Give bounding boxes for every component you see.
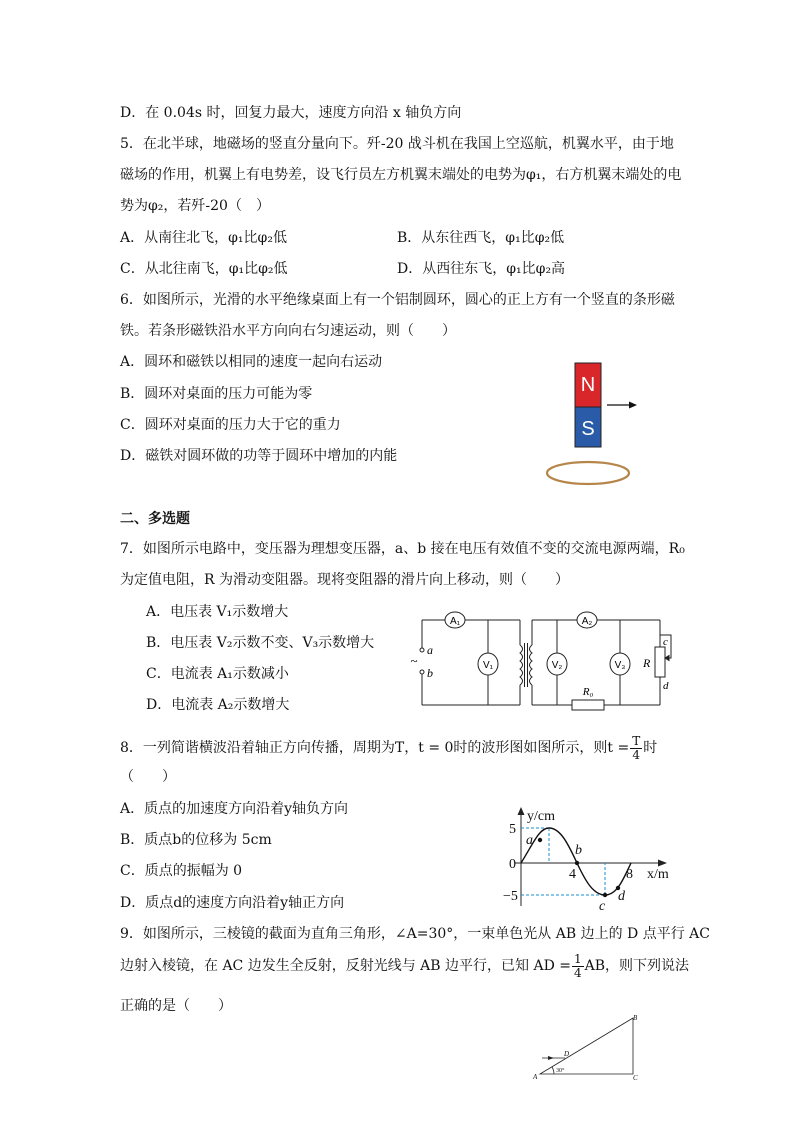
- q9-frac-den: 4: [574, 965, 582, 980]
- y-tick-5: 5: [509, 822, 516, 837]
- svg-text:V₂: V₂: [551, 660, 563, 671]
- angle-30-label: 30°: [556, 1068, 565, 1074]
- label-point-a: a: [526, 833, 533, 848]
- transformer-icon: [520, 643, 532, 687]
- q8-frac-num: T: [632, 733, 641, 748]
- q8-stem-line1: [120, 732, 657, 764]
- q6-magnet-figure: [540, 360, 650, 490]
- q5-option-c: C．从北往南飞，φ₁比φ₂低: [120, 261, 288, 277]
- x-tick-4: 4: [569, 867, 576, 882]
- voltmeter-v1: [478, 653, 498, 675]
- q6-option-d: D．磁铁对圆环做的功等于圆环中增加的内能: [120, 448, 398, 464]
- q7-stem-line2: 为定值电阻，R 为滑动变阻器。现将变阻器的滑片向上移动，则（ ）: [120, 572, 569, 588]
- label-d: d: [663, 680, 669, 692]
- x-axis-label: x/m: [647, 867, 669, 882]
- q9-fraction-1-over-4: [572, 953, 584, 980]
- incident-ray-arrowhead: [548, 1056, 554, 1060]
- svg-text:V₁: V₁: [482, 660, 494, 671]
- vertex-b-label: B: [633, 1014, 638, 1022]
- velocity-arrowhead: [629, 402, 637, 409]
- q5-stem-line3: 势为φ₂，若歼-20（ ）: [120, 198, 270, 214]
- label-c: c: [663, 636, 668, 648]
- q9-prism-diagram: [528, 1012, 648, 1084]
- ammeter-a2: [577, 612, 597, 628]
- label-b: b: [427, 666, 433, 680]
- q8-option-c: C．质点的振幅为 0: [120, 863, 243, 879]
- vertex-a-label: A: [533, 1073, 538, 1081]
- x-axis-arrowhead: [658, 860, 667, 867]
- q4-option-d: D．在 0.04s 时，回复力最大，速度方向沿 x 轴负方向: [120, 105, 462, 121]
- q8-fraction-t-over-4: [630, 735, 642, 762]
- q6-option-a: A．圆环和磁铁以相同的速度一起向右运动: [120, 354, 383, 370]
- q7-option-a: A．电压表 V₁示数增大: [146, 604, 289, 620]
- q6-stem-line1: 6．如图所示，光滑的水平绝缘桌面上有一个铝制圆环，圆心的正上方有一个竖直的条形磁: [120, 292, 675, 308]
- point-c: [603, 893, 607, 897]
- point-d-label: D: [564, 1050, 570, 1058]
- aluminum-ring: [547, 462, 629, 484]
- q7-stem-line1: 7．如图所示电路中，变压器为理想变压器，a、b 接在电压有效值不变的交流电源两端，R₀: [120, 541, 685, 557]
- q7-option-b: B．电压表 V₂示数不变、V₃示数增大: [146, 635, 375, 651]
- vertex-c-label: C: [633, 1074, 638, 1082]
- y-axis-arrowhead: [518, 807, 525, 815]
- q7-circuit-diagram: [405, 605, 680, 717]
- rheostat-r: [655, 647, 665, 677]
- svg-text:V₃: V₃: [614, 660, 626, 671]
- q6-option-c: C．圆环对桌面的压力大于它的重力: [120, 417, 341, 433]
- terminal-a: [420, 648, 424, 652]
- magnet-n-label: N: [580, 374, 596, 396]
- svg-text:A₂: A₂: [581, 616, 593, 627]
- q8-stem-text: 8．一列简谐横波沿着轴正方向传播，周期为T，t = 0时的波形图如图所示，则: [120, 740, 608, 756]
- label-point-b: b: [575, 843, 582, 858]
- label-r: R: [643, 656, 651, 670]
- q9-stem-text: 边射入棱镜，在 AC 边发生全反射，反射光线与 AB 边平行，已知 AD =: [120, 958, 571, 974]
- y-axis-label: y/cm: [527, 809, 555, 824]
- q8-wave-graph: [505, 806, 680, 912]
- x-tick-8: 8: [626, 867, 633, 882]
- resistor-r0: [572, 700, 604, 710]
- ammeter-a1: [445, 612, 465, 628]
- label-r0: R₀: [582, 686, 594, 698]
- origin-label: 0: [509, 857, 516, 872]
- q5-option-a: A．从南往北飞，φ₁比φ₂低: [120, 230, 287, 246]
- q5-option-b: B．从东往西飞，φ₁比φ₂低: [397, 230, 565, 246]
- label-point-d: d: [618, 889, 625, 904]
- q5-stem-line1: 5．在北半球，地磁场的竖直分量向下。歼-20 战斗机在我国上空巡航，机翼水平，由于地: [120, 136, 674, 152]
- q9-stem-line1: 9．如图所示，三棱镜的截面为直角三角形，∠A=30°，一束单色光从 AB 边上的 D 点平行 AC: [120, 926, 710, 942]
- q7-option-c: C．电流表 A₁示数减小: [146, 666, 289, 682]
- voltmeter-v3: [610, 653, 630, 675]
- y-tick-neg5: −5: [503, 889, 518, 904]
- q9-stem-tail: AB，则下列说法: [584, 958, 690, 974]
- q6-stem-line2: 铁。若条形磁铁沿水平方向向右匀速运动，则（ ）: [120, 323, 456, 339]
- q9-stem-line3: 正确的是（ ）: [120, 998, 232, 1014]
- point-a: [538, 838, 542, 842]
- magnet-s-label: S: [581, 418, 595, 440]
- q8-frac-den: 4: [632, 747, 641, 762]
- label-point-c: c: [599, 899, 606, 914]
- ac-source-symbol: ~: [410, 653, 418, 668]
- q8-stem-line2: （ ）: [120, 769, 176, 785]
- terminal-b: [420, 670, 424, 674]
- q9-frac-num: 1: [574, 951, 582, 966]
- q8-option-a: A．质点的加速度方向沿着y轴负方向: [120, 801, 349, 817]
- q8-stem-tail: 时: [643, 740, 658, 756]
- q8-option-b: B．质点b的位移为 5cm: [120, 832, 272, 848]
- svg-text:A₁: A₁: [449, 616, 461, 627]
- section-multiple-choice-title: 二、多选题: [120, 511, 190, 527]
- q8-time-var: t =: [607, 740, 630, 756]
- q5-stem-line2: 磁场的作用，机翼上有电势差，设飞行员左方机翼末端处的电势为φ₁，右方机翼末端处的电: [120, 167, 682, 183]
- point-b: [575, 861, 579, 865]
- q9-stem-line2: [120, 950, 689, 982]
- q7-option-d: D．电流表 A₂示数增大: [146, 697, 290, 713]
- voltmeter-v2: [547, 653, 567, 675]
- q8-option-d: D．质点d的速度方向沿着y轴正方向: [120, 895, 345, 911]
- label-a: a: [427, 643, 433, 657]
- q5-option-d: D．从西往东飞，φ₁比φ₂高: [397, 261, 566, 277]
- q6-option-b: B．圆环对桌面的压力可能为零: [120, 386, 313, 402]
